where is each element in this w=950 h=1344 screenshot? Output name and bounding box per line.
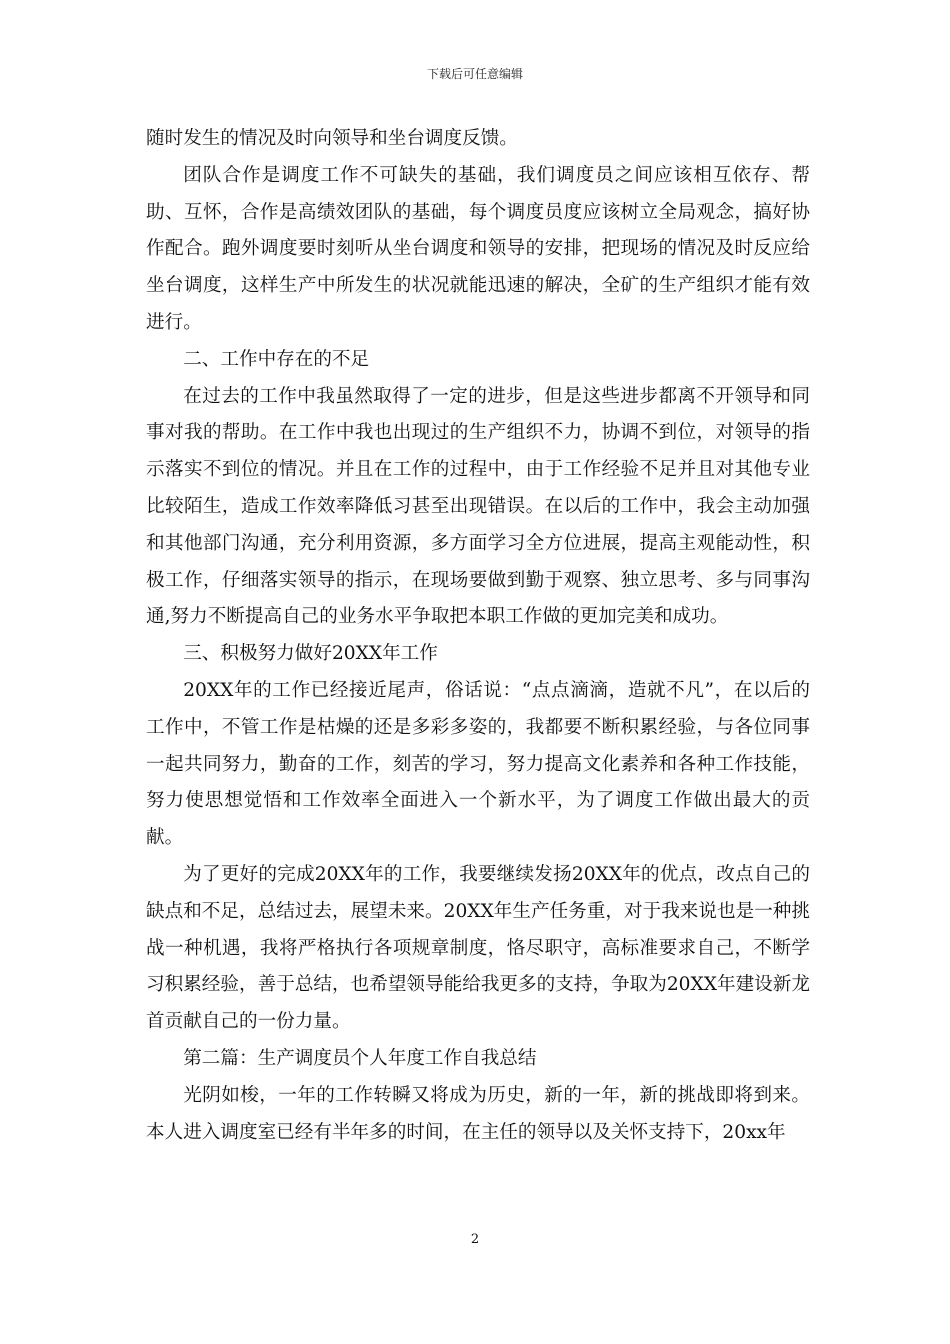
page-header: 下载后可任意编辑 bbox=[426, 67, 523, 81]
section-heading-shortcomings: 二、工作中存在的不足 bbox=[183, 348, 370, 370]
paragraph-teamwork: 团队合作是调度工作不可缺失的基础，我们调度员之间应该相互依存、帮助、互怀，合作是高绩效团队的基础，每个调度员度应该树立全局观念，搞好协作配合。跑外调度要时刻听从坐台调度和领导的安排，把现场的情况及时反应给坐台调度，这样生产中所发生的状况就能迅速的解决，全矿的生产组织才能有效进行。 bbox=[146, 164, 810, 333]
section-heading-next-year: 三、积极努力做好20XX年工作 bbox=[183, 643, 438, 665]
paragraph-year-end: 20XX年的工作已经接近尾声，俗话说：“点点滴滴，造就不凡”，在以后的工作中，不管工作是枯燥的还是多彩多姿的，我都要不断积累经验，与各位同事一起共同努力，勤奋的工作，刻苦的学习，努力提高文化素养和各种工作技能，努力使思想觉悟和工作效率全面进入一个新水平，为了调度工作做出最大的贡献。 bbox=[146, 679, 810, 849]
paragraph-plan: 为了更好的完成20XX年的工作，我要继续发扬20XX年的优点，改点自己的缺点和不足，总结过去，展望未来。20XX年生产任务重，对于我来说也是一种挑战一种机遇，我将严格执行各项规章制度，恪尽职守，高标准要求自己，不断学习积累经验，善于总结，也希望领导能给我更多的支持，争取为20XX年建设新龙首贡献自己的一份力量。 bbox=[146, 863, 810, 1033]
paragraph-shortcomings: 在过去的工作中我虽然取得了一定的进步，但是这些进步都离不开领导和同事对我的帮助。在工作中我也出现过的生产组织不力，协调不到位，对领导的指示落实不到位的情况。并且在工作的过程中，由于工作经验不足并且对其他专业比较陌生，造成工作效率降低习甚至出现错误。在以后的工作中，我会主动加强和其他部门沟通，充分利用资源，多方面学习全方位进展，提高主观能动性，积极工作，仔细落实领导的指示，在现场要做到勤于观察、独立思考、多与同事沟通,努力不断提高自己的业务水平争取把本职工作做的更加完美和成功。 bbox=[146, 385, 810, 628]
document-body bbox=[146, 121, 810, 1151]
chapter-heading-second: 第二篇：生产调度员个人年度工作自我总结 bbox=[183, 1047, 537, 1069]
page-number: 2 bbox=[470, 1232, 480, 1247]
paragraph-intro: 光阴如梭，一年的工作转瞬又将成为历史，新的一年，新的挑战即将到来。本人进入调度室已经有半年多的时间，在主任的领导以及关怀支持下，20xx年 bbox=[146, 1084, 810, 1143]
paragraph-continuation: 随时发生的情况及时向领导和坐台调度反馈。 bbox=[146, 128, 518, 149]
